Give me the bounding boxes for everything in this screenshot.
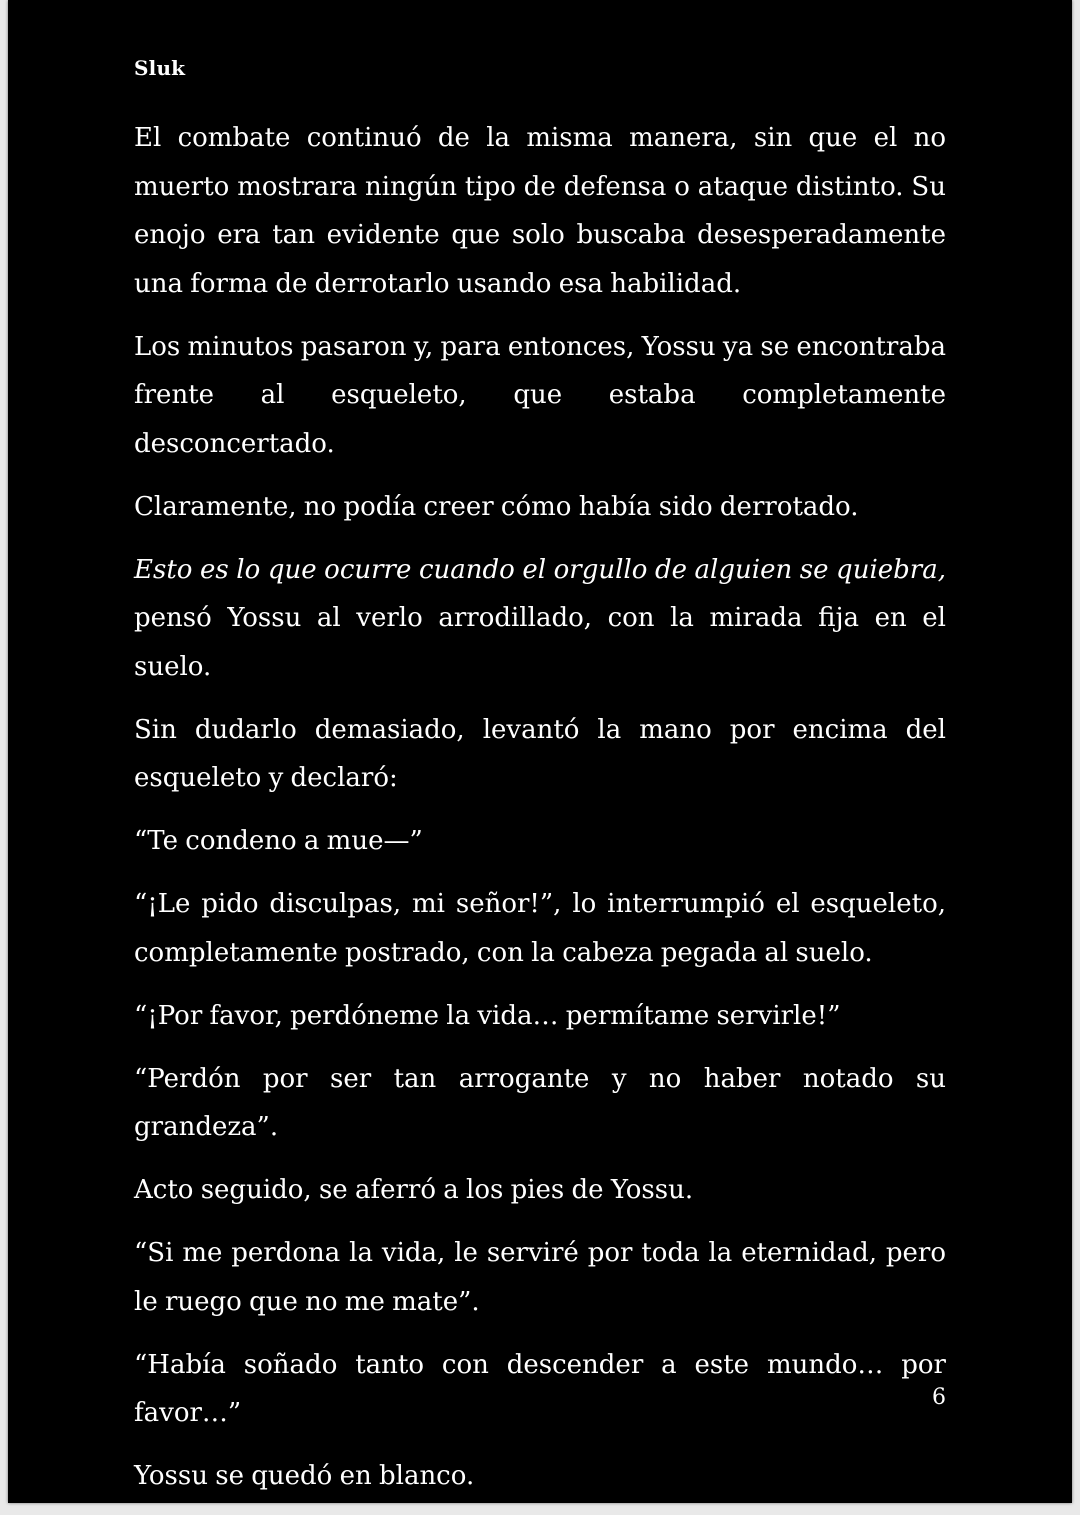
paragraph bbox=[134, 1452, 946, 1501]
paragraph bbox=[134, 1166, 946, 1215]
paragraph-text: Los minutos pasaron y, para entonces, Yossu ya se encontraba frente al esqueleto, que estaba completamente desconcertado. bbox=[134, 331, 946, 459]
paragraph bbox=[134, 114, 946, 308]
paragraph-text: “¡Por favor, perdóneme la vida… permítame servirle!” bbox=[134, 1000, 841, 1031]
paragraph bbox=[134, 483, 946, 532]
paragraph bbox=[134, 323, 946, 469]
paragraph bbox=[134, 546, 946, 692]
paragraph bbox=[134, 1229, 946, 1326]
book-page bbox=[8, 0, 1072, 1503]
italic-thought-text: Esto es lo que ocurre cuando el orgullo de alguien se quiebra, bbox=[134, 554, 946, 585]
paragraph-text: Claramente, no podía creer cómo había sido derrotado. bbox=[134, 491, 859, 522]
paragraph-text: Acto seguido, se aferró a los pies de Yossu. bbox=[134, 1175, 694, 1205]
paragraph-text: Yossu se quedó en blanco. bbox=[134, 1461, 475, 1491]
paragraph-text: El combate continuó de la misma manera, sin que el no muerto mostrara ningún tipo de defensa o ataque distinto. Su enojo era tan evidente que solo buscaba desesperadamente una forma de derrotarlo usando esa habilidad. bbox=[134, 123, 946, 299]
paragraph-text: pensó Yossu al verlo arrodillado, con la mirada fija en el suelo. bbox=[134, 603, 946, 682]
page-number: 6 bbox=[932, 1385, 946, 1410]
paragraph-text: “Perdón por ser tan arrogante y no haber notado su grandeza”. bbox=[134, 1063, 946, 1142]
running-head-title: Sluk bbox=[134, 56, 186, 80]
paragraph bbox=[134, 992, 946, 1041]
chapter-body bbox=[134, 114, 946, 1515]
paragraph-text: “Había soñado tanto con descender a este mundo… por favor…” bbox=[134, 1349, 946, 1428]
paragraph-text: Sin dudarlo demasiado, levantó la mano por encima del esqueleto y declaró: bbox=[134, 714, 946, 793]
paragraph bbox=[134, 880, 946, 977]
paragraph-text: “Te condeno a mue—” bbox=[134, 826, 423, 856]
paragraph bbox=[134, 1341, 946, 1438]
paragraph bbox=[134, 706, 946, 803]
paragraph-text: “¡Le pido disculpas, mi señor!”, lo interrumpió el esqueleto, completamente postrado, con la cabeza pegada al suelo. bbox=[134, 889, 946, 968]
paragraph bbox=[134, 817, 946, 866]
paragraph-text: “Si me perdona la vida, le serviré por toda la eternidad, pero le ruego que no me mate”. bbox=[134, 1238, 946, 1317]
paragraph bbox=[134, 1055, 946, 1152]
